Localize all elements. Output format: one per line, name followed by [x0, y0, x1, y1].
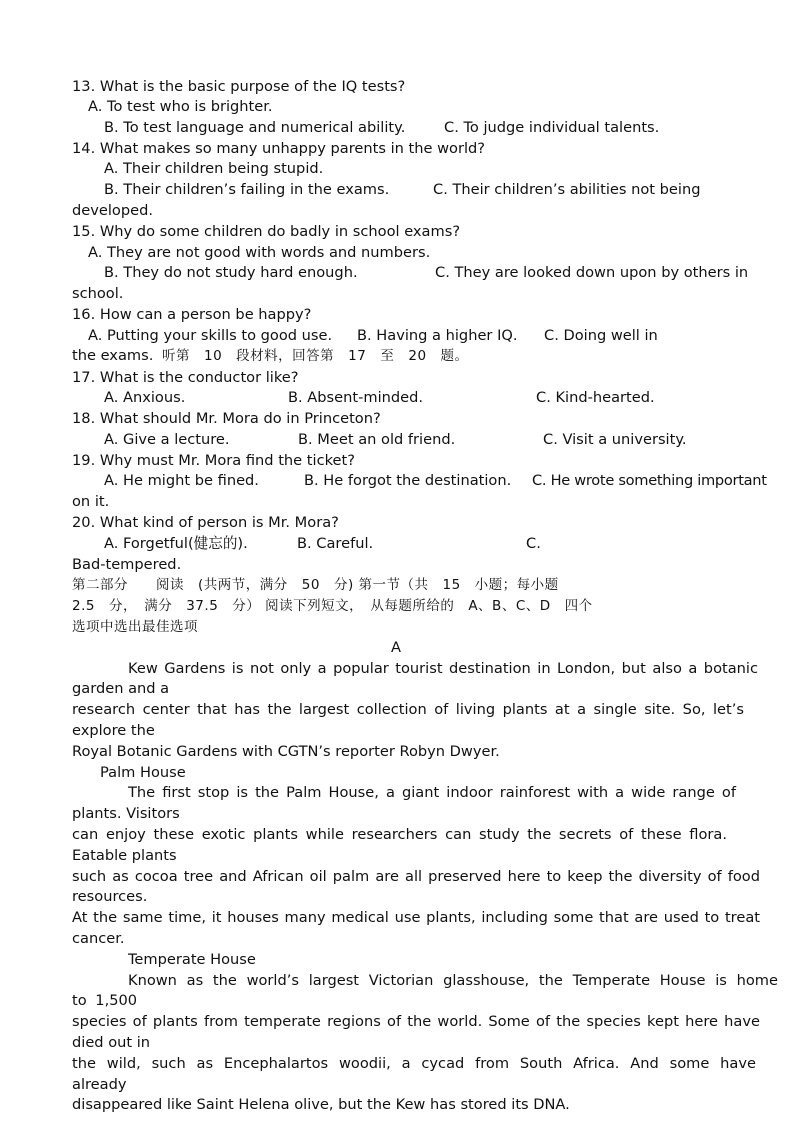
question-17-option-b: B. Absent-minded. — [288, 389, 424, 406]
section-heading-palm-house: Palm House — [100, 764, 186, 781]
question-20-option-a: A. Forgetful(健忘的). — [104, 535, 248, 552]
question-13-option-a: A. To test who is brighter. — [88, 98, 273, 115]
question-20-option-b: B. Careful. — [297, 535, 374, 552]
question-15-option-c: C. They are looked down upon by others in — [435, 264, 749, 281]
passage-line: already — [72, 1076, 127, 1093]
question-15-option-c-continued: school. — [72, 285, 124, 302]
question-20-option-c-continued: Bad-tempered. — [72, 556, 182, 573]
passage-line: Royal Botanic Gardens with CGTN’s reporter Robyn Dwyer. — [72, 743, 500, 760]
question-17-options-row — [0, 389, 793, 407]
passage-label: A — [391, 639, 401, 656]
question-17-option-a: A. Anxious. — [104, 389, 186, 406]
passage-line: research center that has the largest collection of living plants at a single site. So, let’s — [72, 701, 744, 718]
section-2-heading-line-1: 第二部分 阅读 (共两节，满分 50 分) 第一节（共 15 小题；每小题 — [72, 577, 559, 593]
question-19-option-c-continued: on it. — [72, 493, 110, 510]
question-19-option-a: A. He might be fined. — [104, 472, 259, 489]
passage-line: to 1,500 — [72, 992, 138, 1009]
passage-line: can enjoy these exotic plants while researchers can study the secrets of these flora. — [72, 826, 727, 843]
question-14-option-c-continued: developed. — [72, 202, 153, 219]
question-19: 19. Why must Mr. Mora find the ticket? — [72, 452, 355, 469]
passage-line: garden and a — [72, 680, 170, 697]
question-20-options-row — [0, 535, 793, 553]
question-19-options-row — [0, 472, 793, 490]
passage-line: plants. Visitors — [72, 805, 180, 822]
question-14-option-a: A. Their children being stupid. — [104, 160, 324, 177]
question-16-option-b: B. Having a higher IQ. — [357, 327, 518, 344]
question-17-option-c: C. Kind-hearted. — [536, 389, 655, 406]
question-16-option-c-continued: the exams. — [72, 347, 154, 364]
question-14-option-c: C. Their children’s abilities not being — [433, 181, 701, 198]
question-15-option-b: B. They do not study hard enough. — [104, 264, 358, 281]
passage-line: Kew Gardens is not only a popular tourist destination in London, but also a botanic — [128, 660, 758, 677]
question-16-continued-row — [0, 347, 793, 365]
question-17: 17. What is the conductor like? — [72, 369, 299, 386]
passage-line: At the same time, it houses many medical use plants, including some that are used to treat — [72, 909, 760, 926]
passage-line: Known as the world’s largest Victorian glasshouse, the Temperate House is home — [128, 972, 778, 989]
passage-line: The first stop is the Palm House, a giant indoor rainforest with a wide range of — [128, 784, 736, 801]
question-13-options-row — [0, 119, 793, 137]
question-15: 15. Why do some children do badly in school exams? — [72, 223, 461, 240]
question-14: 14. What makes so many unhappy parents in the world? — [72, 140, 486, 157]
section-heading-temperate-house: Temperate House — [128, 951, 256, 968]
question-20: 20. What kind of person is Mr. Mora? — [72, 514, 339, 531]
question-19-option-b: B. He forgot the destination. — [304, 472, 512, 489]
section-2-heading-line-2: 2.5 分， 满分 37.5 分） 阅读下列短文， 从每题所给的 A、B、C、D 四个 — [72, 598, 593, 614]
passage-line: Eatable plants — [72, 847, 177, 864]
question-20-option-c: C. — [526, 535, 541, 552]
question-18-option-b: B. Meet an old friend. — [298, 431, 456, 448]
passage-line: explore the — [72, 722, 155, 739]
passage-line: such as cocoa tree and African oil palm are all preserved here to keep the diversity of food — [72, 868, 760, 885]
question-13: 13. What is the basic purpose of the IQ tests? — [72, 78, 406, 95]
question-18-option-a: A. Give a lecture. — [104, 431, 230, 448]
question-18: 18. What should Mr. Mora do in Princeton? — [72, 410, 381, 427]
passage-line: species of plants from temperate regions of the world. Some of the species kept here have — [72, 1013, 760, 1030]
question-16-option-a: A. Putting your skills to good use. — [88, 327, 333, 344]
passage-line: disappeared like Saint Helena olive, but the Kew has stored its DNA. — [72, 1096, 570, 1113]
passage-line: resources. — [72, 888, 148, 905]
question-16: 16. How can a person be happy? — [72, 306, 312, 323]
passage-line: cancer. — [72, 930, 125, 947]
question-16-options-row — [0, 327, 793, 345]
question-18-option-c: C. Visit a university. — [543, 431, 687, 448]
question-14-options-row — [0, 181, 793, 199]
question-18-options-row — [0, 431, 793, 449]
passage-line: died out in — [72, 1034, 151, 1051]
listening-instruction: 听第 10 段材料，回答第 17 至 20 题。 — [162, 348, 469, 364]
passage-line: the wild, such as Encephalartos woodii, a cycad from South Africa. And some have — [72, 1055, 756, 1072]
question-16-option-c: C. Doing well in — [544, 327, 658, 344]
question-15-options-row — [0, 264, 793, 282]
question-14-option-b: B. Their children’s failing in the exams. — [104, 181, 390, 198]
question-13-option-c: C. To judge individual talents. — [444, 119, 660, 136]
question-13-option-b: B. To test language and numerical ability. — [104, 119, 406, 136]
question-15-option-a: A. They are not good with words and numbers. — [88, 244, 431, 261]
section-2-heading-line-3: 选项中选出最佳选项 — [72, 619, 198, 635]
question-19-option-c: C. He wrote something important — [532, 472, 767, 489]
